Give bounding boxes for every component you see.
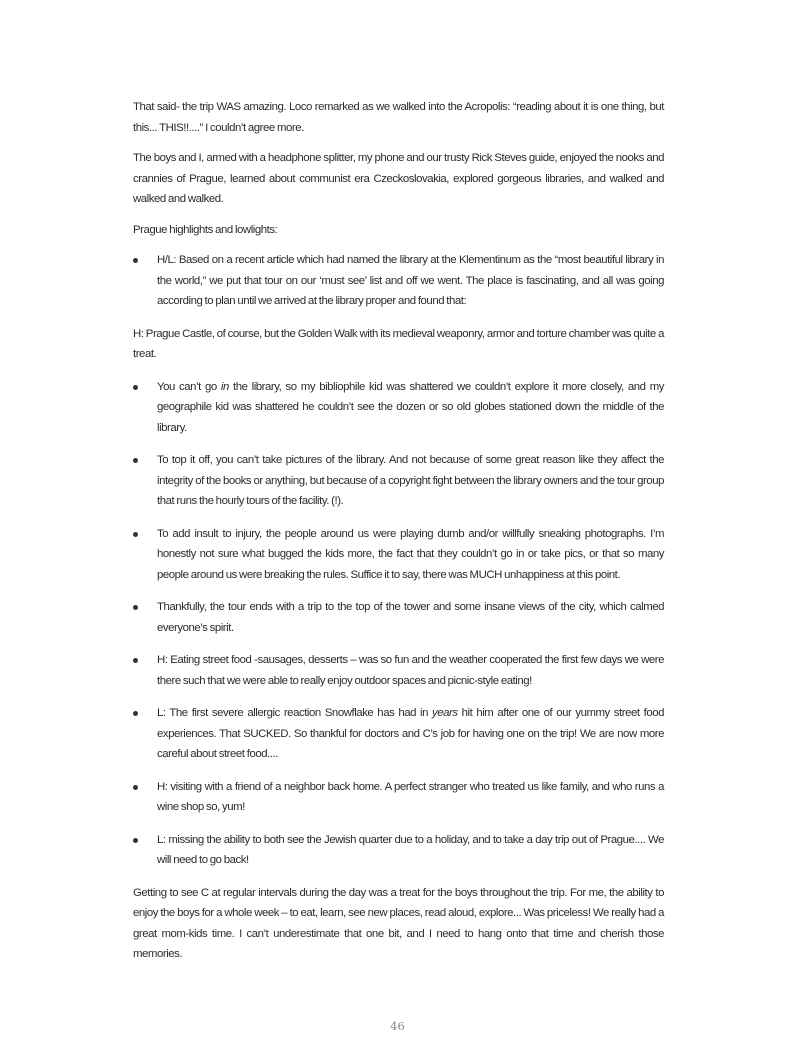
bullet-icon [133, 605, 138, 610]
list-item-text: To add insult to injury, the people around us were playing dumb and/or willfully sneaking photographs. I’m honestly not sure what bugged the kids more, the fact that they couldn’t go in or take pics, or that so many people around us were breaking the rules. Suffice it to say, there was MUCH unhappiness at this point. [157, 527, 664, 581]
paragraph-highlights-heading: Prague highlights and lowlights: [133, 223, 278, 236]
list-item [133, 830, 664, 871]
paragraph-prague-intro: The boys and I, armed with a headphone splitter, my phone and our trusty Rick Steves guide, enjoyed the nooks and crannies of Prague, learned about communist era Czeckoslovakia, explored gorgeous libraries, and walked and walked and walked. [133, 152, 664, 205]
list-item [133, 597, 664, 638]
list-item [133, 250, 664, 312]
list-item [133, 377, 664, 439]
page-number: 46 [390, 1019, 405, 1033]
bullet-icon [133, 458, 138, 463]
bullet-icon [133, 532, 138, 537]
bullet-icon [133, 658, 138, 663]
list-item [133, 450, 664, 512]
paragraph-closing: Getting to see C at regular intervals during the day was a treat for the boys throughout the trip. For me, the ability to enjoy the boys for a whole week – to eat, learn, see new places, read aloud, explore... Was priceless! We really had a great mom-kids time. I can’t underestimate that one bit, and I need to hang onto that time and cherish those memories. [133, 886, 664, 960]
list-item-text: To top it off, you can’t take pictures of the library. And not because of some great reason like they affect the integrity of the books or anything, but because of a copyright fight between the library owners and the tour group that runs the hourly tours of the facility. (!). [157, 454, 664, 507]
bullet-icon [133, 258, 138, 263]
list-item-text: H/L: Based on a recent article which had named the library at the Klementinum as the “most beautiful library in the world,” we put that tour on our ‘must see’ list and off we went. The place is fascinating, and all was going according to plan until we arrived at the library proper and found that: [157, 254, 664, 307]
paragraph-prague-castle: H: Prague Castle, of course, but the Golden Walk with its medieval weaponry, armor and torture chamber was quite a treat. [133, 327, 664, 360]
list-item-text: Thankfully, the tour ends with a trip to the top of the tower and some insane views of the city, which calmed everyone’s spirit. [157, 601, 664, 634]
list-item [133, 524, 664, 586]
list-item-text: L: The first severe allergic reaction Snowflake has had in years hit him after one of our yummy street food experiences. That SUCKED. So thankful for doctors and C’s job for having one on the trip! We are now more careful about street food.... [157, 707, 664, 760]
bullet-icon [133, 385, 138, 390]
list-item [133, 650, 664, 691]
list-item-text: H: Eating street food -sausages, desserts – was so fun and the weather cooperated the first few days we were there such that we were able to really enjoy outdoor spaces and picnic-style eating! [157, 654, 664, 687]
list-item-text: H: visiting with a friend of a neighbor back home. A perfect stranger who treated us like family, and who runs a wine shop so, yum! [157, 780, 664, 813]
list-item [133, 703, 664, 765]
bullet-icon [133, 785, 138, 790]
page-body [133, 97, 664, 965]
list-item-text: You can’t go in the library, so my bibliophile kid was shattered we couldn’t explore it more closely, and my geographile kid was shattered he couldn’t see the dozen or so old globes stationed down the middle of the library. [157, 380, 664, 434]
list-item-text: L: missing the ability to both see the Jewish quarter due to a holiday, and to take a day trip out of Prague.... We will need to go back! [157, 833, 664, 866]
list-item [133, 777, 664, 818]
bullet-icon [133, 711, 138, 716]
bullet-icon [133, 838, 138, 843]
paragraph-acropolis: That said- the trip WAS amazing. Loco remarked as we walked into the Acropolis: “reading about it is one thing, but this... THIS!!....” I couldn’t agree more. [133, 101, 664, 134]
